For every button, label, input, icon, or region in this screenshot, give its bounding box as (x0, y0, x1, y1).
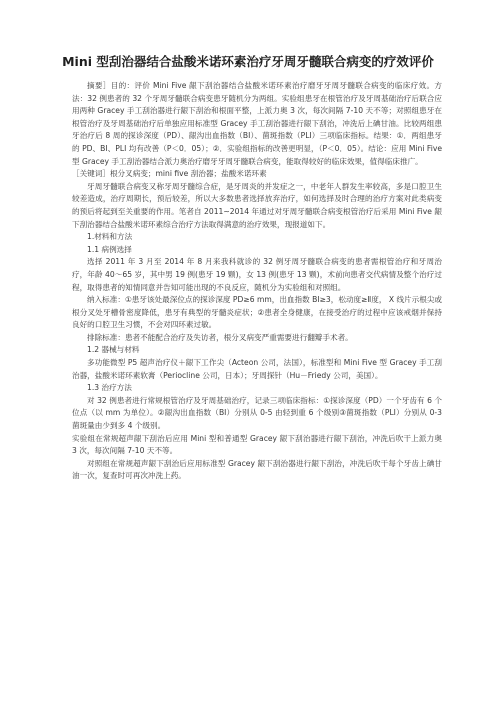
section-heading: 1.1 病例选择 (87, 244, 132, 254)
paragraph: 选择 2011 年 3 月至 2014 年 8 月来我科就诊的 32 例牙周牙髓联合病变的患者需根管治疗和牙周治疗，年龄 40～65 岁，其中男 19 例(患牙 19 颗)，女 13 例(患牙 13 颗)，术前向患者交代病情及整个治疗过程，取得患者的知情同意并告知可能出现的不良反应，随机分为实验组和对照组。 (72, 257, 442, 292)
paragraph: 牙周牙髓联合病变又称牙周牙髓综合症，是牙周炎的并发症之一，中老年人群发生率较高，多是口腔卫生较差造成，治疗周期长，预后较差，所以大多数患者选择放弃治疗，如何选择及时合理的治疗方案对此类病变的预后将起到至关重要的作用。笔者自 2011~2014 年通过对牙周牙髓联合病变根管治疗后采用 Mini Five 龈下刮治器结合盐酸米诺环素综合治疗方法取得满意的治疗效果，现报道如下。 (72, 181, 442, 229)
paragraph: 对 32 例患者进行常规根管治疗及牙周基础治疗，记录三项临床指标：①探诊深度（PD）一个牙齿有 6 个位点（以 mm 为单位）。②龈沟出血指数（BI）分别从 0-5 由轻到重 6 个级别③菌斑指数（PLI）分别从 0-3 菌斑量由少到多 4 个级别。 (72, 395, 442, 431)
paragraph: 摘要］目的：评价 Mini Five 龈下刮治器结合盐酸米诺环素治疗磨牙牙周牙髓联合病变的临床疗效。方法：32 例患者的 32 个牙周牙髓联合病变患牙随机分为两组。实验组患牙在根管治疗及牙周基础治疗后联合应用两种 Gracey 手工刮治器进行龈下刮治和根面平整，上派力奥 3 次，每次间隔 7-10 天不等；对照组患牙在根管治疗及牙周基础治疗后单独应用标准型 Gracey 手工刮治器进行龈下刮治，冲洗后上碘甘油。比较两组患牙治疗后 8 周的探诊深度（PD）、龈沟出血指数（BI）、菌斑指数（PLI）三项临床指标。结果：①．两组患牙的 PD、BI、PLI 均有改善（P＜0．05）；②．实验组指标的改善更明显，（P＜0．05）。结论：应用 Mini Five 型 Gracey 手工刮治器结合派力奥治疗磨牙牙周牙髓联合病变，能取得较好的临床效果，值得临床推广。 (72, 81, 442, 166)
document-body (72, 80, 442, 483)
paragraph: 实验组在常规超声龈下刮治后应用 Mini 型和普通型 Gracey 龈下刮治器进行龈下刮治，冲洗后吹干上派力奥 3 次，每次间隔 7-10 天不等。 (72, 433, 442, 456)
paragraph: 纳入标准：①患牙该处最深位点的探诊深度 PD≥6 mm，出血指数 BI≥3，松动度≥Ⅱ度， X 线片示根尖或根分叉处牙槽骨密度降低，患牙有典型的牙髓炎症状；②患者全身健康，在接受治疗的过程中应该戒烟并保持良好的口腔卫生习惯，不会对四环素过敏。 (72, 295, 443, 330)
section-heading: 1.3 治疗方法 (87, 383, 132, 393)
paragraph: 对照组在常规超声龈下刮治后应用标准型 Gracey 龈下刮治器进行龈下刮治，冲洗后吹干每个牙齿上碘甘油一次，复查时可再次冲洗上药。 (72, 458, 442, 481)
section-heading: 1.材料和方法 (87, 232, 133, 242)
paragraph: 多功能微型 P5 超声治疗仪＋龈下工作尖（Acteon 公司，法国），标准型和 Mini Five 型 Gracey 手工刮治器，盐酸米诺环素软膏（Periocline 公司，日本）；牙周探针（Hu－Friedy 公司，美国）。 (72, 358, 442, 380)
paragraph: ［关键词］根分叉病变；mini five 刮治器；盐酸米诺环素 (72, 169, 267, 179)
document-title: Mini 型刮治器结合盐酸米诺环素治疗牙周牙髓联合病变的疗效评价 (62, 54, 434, 69)
paragraph: 排除标准：患者不能配合治疗及失访者，根分叉病变严重需要进行翻瓣手术者。 (87, 332, 353, 342)
section-heading: 1.2 器械与材料 (87, 345, 140, 355)
